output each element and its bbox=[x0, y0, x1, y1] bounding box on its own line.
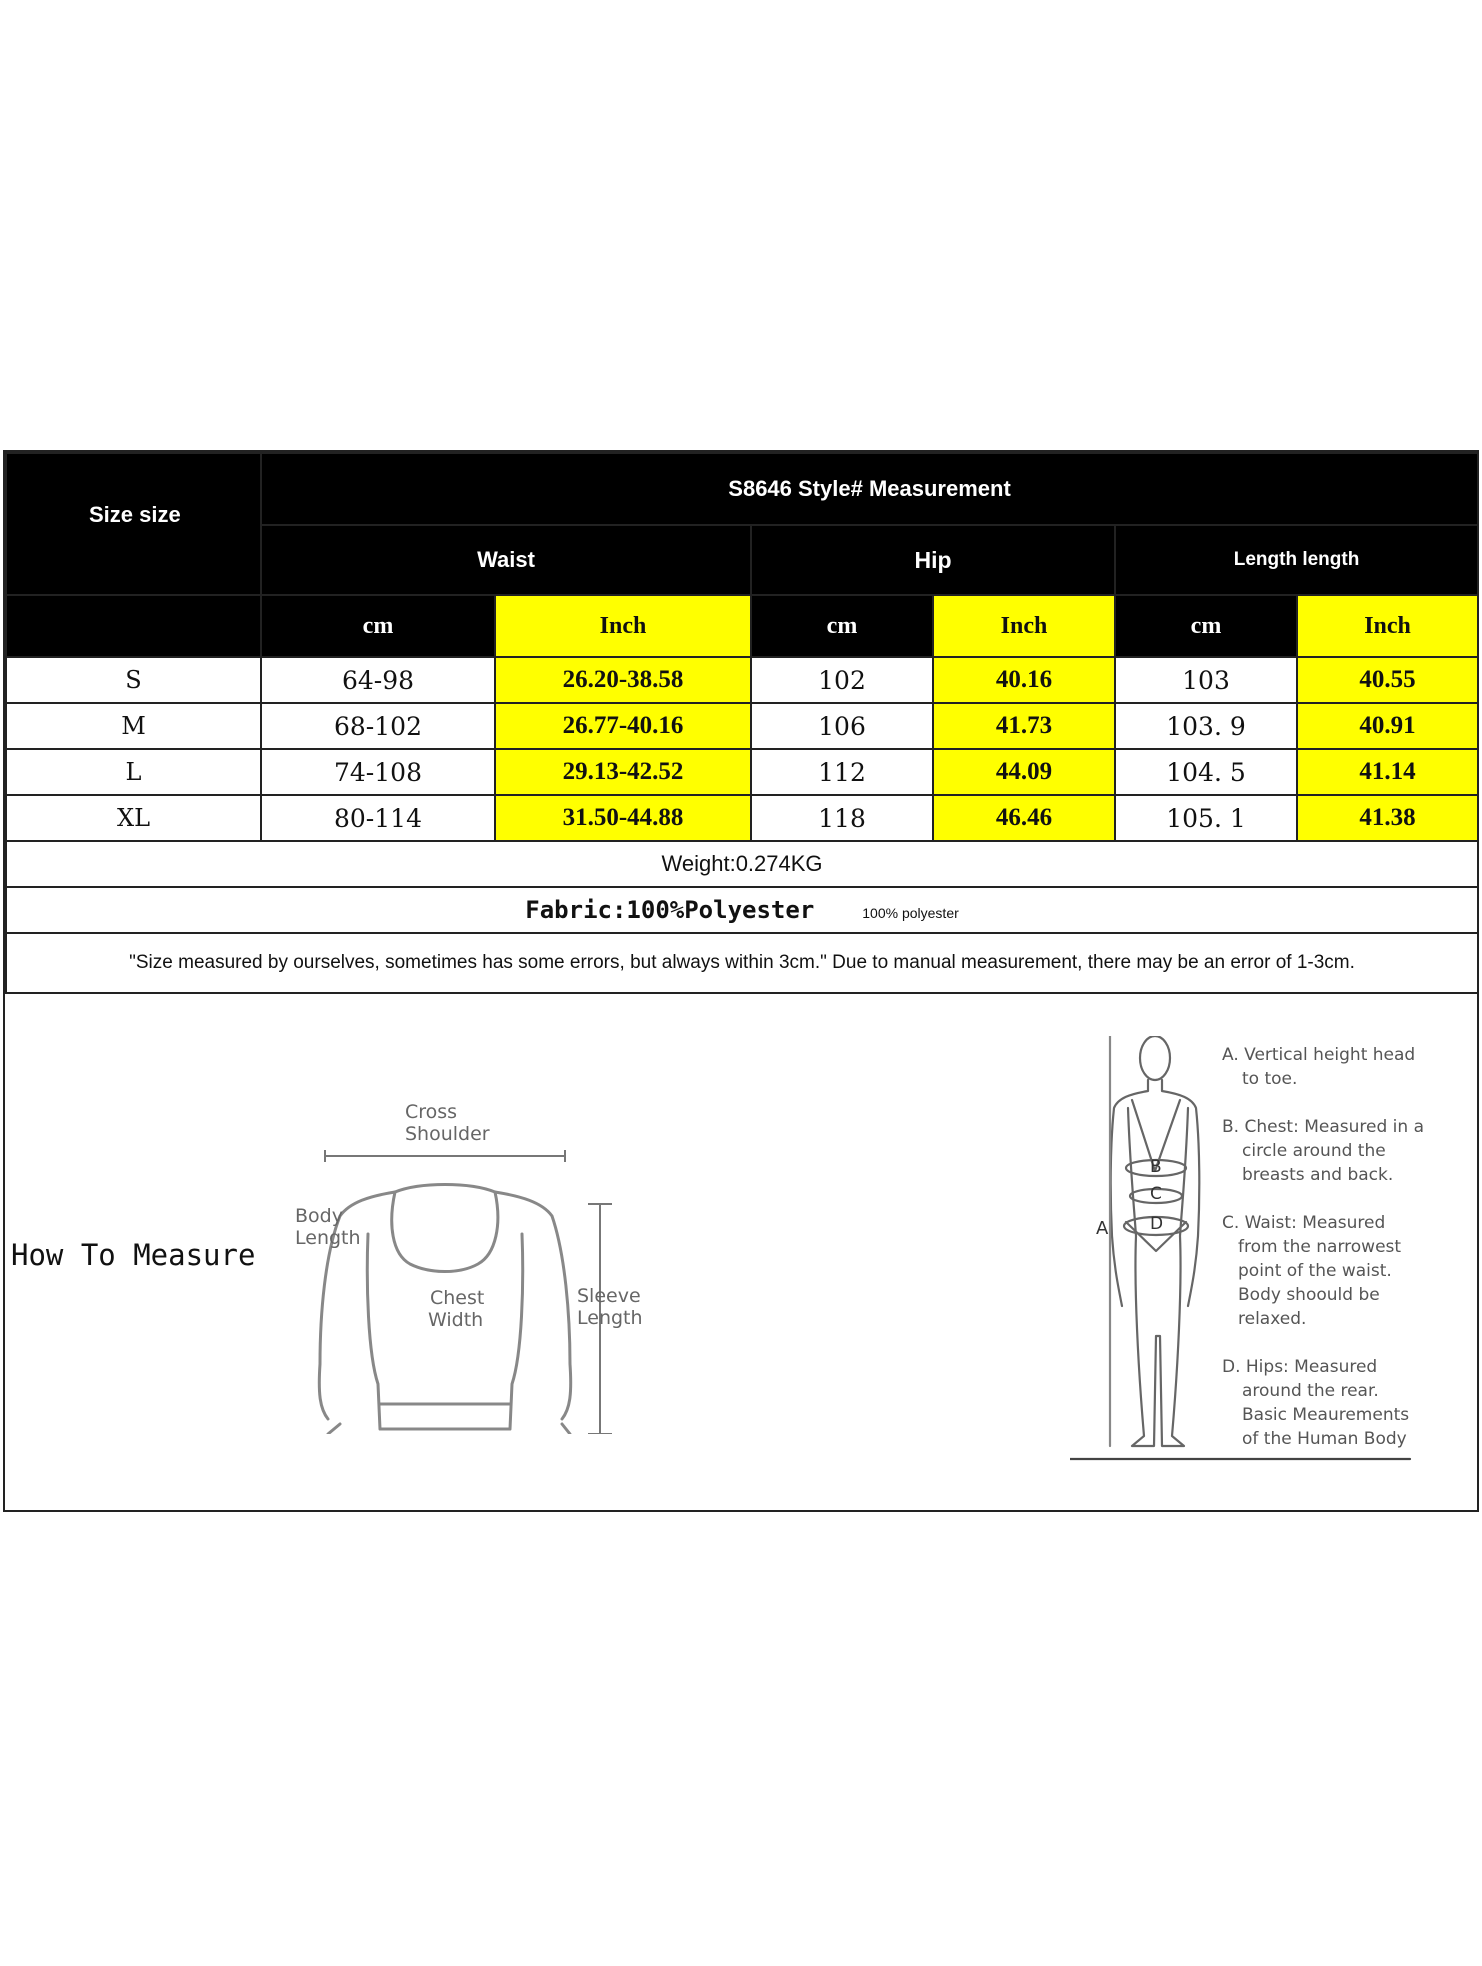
sleeve-length-label-2: Length bbox=[577, 1307, 643, 1329]
size-chart-sheet bbox=[3, 450, 1479, 1512]
length-cm-header: cm bbox=[1115, 595, 1297, 657]
legend-c-2: from the narrowest bbox=[1238, 1237, 1402, 1257]
legend-c-1: C. Waist: Measured bbox=[1222, 1213, 1386, 1233]
body-length-label-1: Body bbox=[295, 1205, 343, 1227]
length-inch-cell: 41.38 bbox=[1297, 795, 1478, 841]
hip-cm-cell: 118 bbox=[751, 795, 933, 841]
legend-d-1: D. Hips: Measured bbox=[1222, 1357, 1378, 1377]
legend-b-1: B. Chest: Measured in a bbox=[1222, 1117, 1424, 1137]
sleeve-length-label-1: Sleeve bbox=[577, 1285, 641, 1307]
sleeve-length-labels bbox=[575, 1280, 675, 1340]
body-diagram bbox=[1070, 1036, 1430, 1472]
waist-cm-cell: 80-114 bbox=[261, 795, 495, 841]
cross-shoulder-label-2: Shoulder bbox=[405, 1123, 490, 1145]
waist-cm-header: cm bbox=[261, 595, 495, 657]
mark-c: C bbox=[1150, 1184, 1162, 1204]
sweater-neckline bbox=[392, 1192, 498, 1272]
waist-cm-cell: 64-98 bbox=[261, 657, 495, 703]
size-table bbox=[5, 452, 1479, 994]
mark-d: D bbox=[1150, 1214, 1164, 1234]
table-row bbox=[6, 749, 1478, 795]
legend-a-1: A. Vertical height head bbox=[1222, 1045, 1416, 1065]
weight-text: Weight:0.274KG bbox=[6, 841, 1478, 887]
chest-width-label-2: Width bbox=[428, 1309, 484, 1331]
waist-cm-cell: 68-102 bbox=[261, 703, 495, 749]
size-cell: S bbox=[6, 657, 261, 703]
hip-header: Hip bbox=[751, 525, 1115, 595]
size-cell: XL bbox=[6, 795, 261, 841]
hip-inch-cell: 41.73 bbox=[933, 703, 1115, 749]
body-head bbox=[1140, 1036, 1170, 1080]
size-cell: M bbox=[6, 703, 261, 749]
legend-d-4: of the Human Body bbox=[1242, 1429, 1407, 1449]
table-row bbox=[6, 703, 1478, 749]
measurement-note: "Size measured by ourselves, sometimes has some errors, but always within 3cm." Due to manual measurement, there may be an error of 1-3cm. bbox=[6, 933, 1478, 993]
table-title: S8646 Style# Measurement bbox=[261, 453, 1478, 525]
hip-cm-cell: 112 bbox=[751, 749, 933, 795]
hip-inch-cell: 40.16 bbox=[933, 657, 1115, 703]
waist-inch-cell: 29.13-42.52 bbox=[495, 749, 751, 795]
how-to-measure-section bbox=[5, 990, 1477, 1510]
length-cm-cell: 103 bbox=[1115, 657, 1297, 703]
hip-cm-cell: 102 bbox=[751, 657, 933, 703]
size-cell: L bbox=[6, 749, 261, 795]
waist-inch-cell: 26.20-38.58 bbox=[495, 657, 751, 703]
legend-a-2: to toe. bbox=[1242, 1069, 1298, 1089]
waist-cm-cell: 74-108 bbox=[261, 749, 495, 795]
sweater-collar bbox=[395, 1185, 495, 1193]
length-inch-cell: 40.91 bbox=[1297, 703, 1478, 749]
legend-c-4: Body shoould be bbox=[1238, 1285, 1380, 1305]
fabric-text: Fabric:100%Polyester bbox=[525, 896, 815, 924]
body-left-arm bbox=[1111, 1080, 1148, 1306]
waist-inch-cell: 26.77-40.16 bbox=[495, 703, 751, 749]
length-inch-cell: 41.14 bbox=[1297, 749, 1478, 795]
how-to-measure-title: How To Measure bbox=[11, 1238, 256, 1272]
waist-inch-cell: 31.50-44.88 bbox=[495, 795, 751, 841]
sweater-right-outline bbox=[495, 1192, 571, 1419]
length-inch-header: Inch bbox=[1297, 595, 1478, 657]
body-length-labels bbox=[287, 1200, 377, 1260]
sweater-diagram bbox=[280, 1104, 660, 1434]
hip-cm-cell: 106 bbox=[751, 703, 933, 749]
mark-a: A bbox=[1096, 1218, 1109, 1239]
legend-b-2: circle around the bbox=[1242, 1141, 1386, 1161]
fabric-row bbox=[6, 887, 1478, 933]
legend-b-3: breasts and back. bbox=[1242, 1165, 1394, 1185]
legend-d-2: around the rear. bbox=[1242, 1381, 1379, 1401]
table-row bbox=[6, 795, 1478, 841]
cross-shoulder-label-1: Cross bbox=[405, 1104, 458, 1123]
sweater-body bbox=[367, 1234, 522, 1429]
legend-c-5: relaxed. bbox=[1238, 1309, 1307, 1329]
length-cm-cell: 103. 9 bbox=[1115, 703, 1297, 749]
length-cm-cell: 104. 5 bbox=[1115, 749, 1297, 795]
size-subheader-empty bbox=[6, 595, 261, 657]
length-cm-cell: 105. 1 bbox=[1115, 795, 1297, 841]
chest-width-label-1: Chest bbox=[430, 1287, 485, 1309]
hip-inch-cell: 46.46 bbox=[933, 795, 1115, 841]
fabric-note: 100% polyester bbox=[862, 905, 959, 921]
legend-c-3: point of the waist. bbox=[1238, 1261, 1392, 1281]
length-header: Length length bbox=[1115, 525, 1478, 595]
hip-inch-header: Inch bbox=[933, 595, 1115, 657]
table-row bbox=[6, 657, 1478, 703]
length-inch-cell: 40.55 bbox=[1297, 657, 1478, 703]
waist-inch-header: Inch bbox=[495, 595, 751, 657]
waist-header: Waist bbox=[261, 525, 751, 595]
hip-inch-cell: 44.09 bbox=[933, 749, 1115, 795]
mark-b: B bbox=[1150, 1157, 1162, 1177]
body-length-label-2: Length bbox=[295, 1227, 361, 1249]
hip-cm-header: cm bbox=[751, 595, 933, 657]
legend-d-3: Basic Meaurements bbox=[1242, 1405, 1410, 1425]
size-header: Size size bbox=[6, 453, 261, 595]
